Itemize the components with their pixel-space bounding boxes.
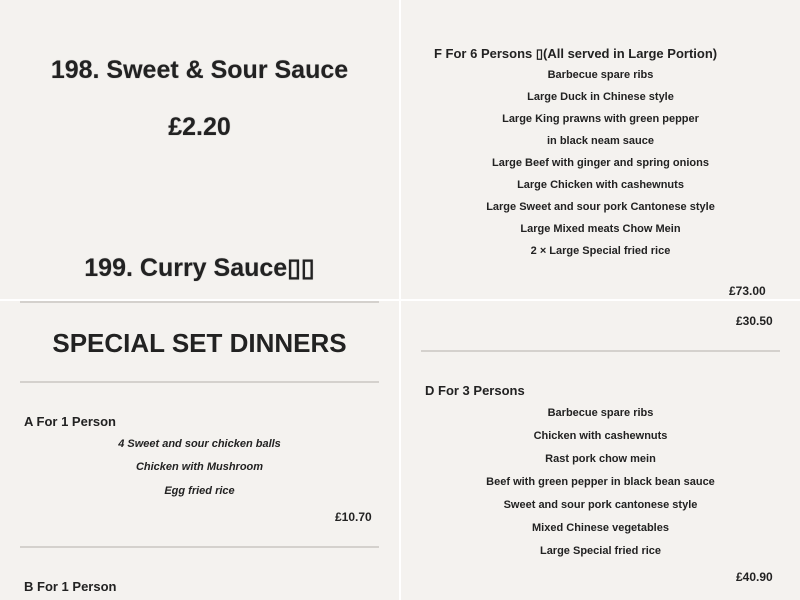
set-f-heading: F For 6 Persons ▯(All served in Large Portion) [434, 46, 718, 61]
set-f-panel [401, 0, 800, 299]
divider [20, 546, 379, 548]
divider [421, 350, 780, 352]
set-d-item: Large Special fried rice [539, 545, 662, 557]
set-f-item: Barbecue spare ribs [547, 69, 654, 81]
set-a-heading: A For 1 Person [24, 414, 116, 429]
sauces-panel [0, 0, 399, 299]
divider [20, 301, 379, 303]
set-d-panel [401, 301, 800, 600]
previous-set-price: £30.50 [736, 314, 773, 328]
set-a-item: Egg fried rice [164, 485, 235, 497]
set-a-item: 4 Sweet and sour chicken balls [118, 438, 281, 450]
set-f-item: Large King prawns with green pepper [502, 113, 699, 125]
set-d-item: Barbecue spare ribs [547, 407, 654, 419]
set-f-item: Large Mixed meats Chow Mein [520, 223, 681, 235]
section-title: SPECIAL SET DINNERS [52, 328, 347, 358]
set-f-item: Large Beef with ginger and spring onions [492, 157, 709, 169]
set-a-price: £10.70 [335, 510, 372, 524]
set-d-price: £40.90 [736, 570, 773, 584]
set-b-heading: B For 1 Person [24, 579, 117, 594]
sauce-199-name: 199. Curry Sauce▯▯ [84, 254, 315, 282]
set-f-item: Large Sweet and sour pork Cantonese style [486, 201, 715, 213]
set-d-item: Sweet and sour pork cantonese style [503, 499, 698, 511]
divider [20, 381, 379, 383]
set-d-item: Rast pork chow mein [545, 453, 656, 465]
set-f-item: Large Duck in Chinese style [527, 91, 674, 103]
set-f-price: £73.00 [729, 284, 766, 298]
set-dinners-panel [0, 301, 399, 600]
set-d-item: Beef with green pepper in black bean sauce [486, 476, 715, 488]
set-f-item: Large Chicken with cashewnuts [517, 179, 684, 191]
set-f-item: 2 × Large Special fried rice [530, 245, 671, 257]
sauce-198-price: £2.20 [168, 113, 231, 141]
set-f-item: in black neam sauce [547, 135, 654, 147]
set-d-item: Mixed Chinese vegetables [532, 522, 669, 534]
set-d-heading: D For 3 Persons [425, 383, 525, 398]
sauce-198-name: 198. Sweet & Sour Sauce [50, 56, 349, 84]
set-d-item: Chicken with cashewnuts [533, 430, 668, 442]
set-a-item: Chicken with Mushroom [135, 461, 264, 473]
